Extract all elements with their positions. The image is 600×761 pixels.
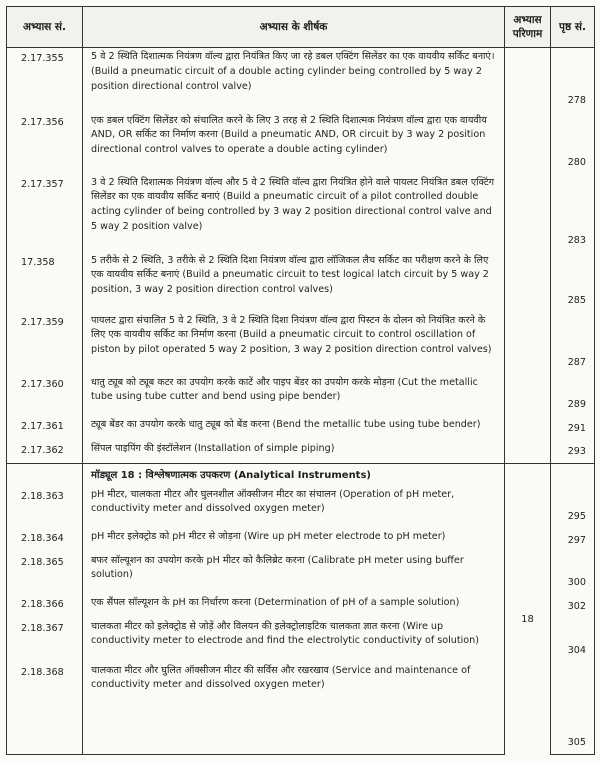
page-number: 283 xyxy=(551,174,595,252)
outcome-cell xyxy=(505,464,551,486)
exercise-title: चालकता मीटर और घुलित ऑक्सीजन मीटर की सर्विस और रखरखाव (Service and maintenance of conductivity meter and dissolved oxygen meter) xyxy=(83,662,505,755)
exercise-title: पायलट द्वारा संचालित 5 वे 2 स्थिति, 3 वे 2 स्थिति दिशा नियंत्रण वॉल्व द्वारा पिस्टन के दोलन को नियंत्रित करने के लिए एक वायवीय सर्किट का निर्माण करना (Build a pneumatic circuit to control oscillation of piston by pilot operated 5 way 2 position, 3 way 2 position direction control valves) xyxy=(83,312,505,374)
table-row xyxy=(7,440,595,464)
exercise-title: धातु ट्यूब को ट्यूब कटर का उपयोग करके काटें और पाइप बेंडर का उपयोग करके मोड़ना (Cut the metallic tube using tube cutter and bend using pipe bender) xyxy=(83,374,505,416)
header-outcome: अभ्यास परिणाम xyxy=(505,7,551,48)
exercise-title: चालकता मीटर को इलेक्ट्रोड से जोड़ें और विलयन की इलेक्ट्रोलाइटिक चालकता ज्ञात करना (Wire up conductivity meter to electrode and find the electrolytic conductivity of solution) xyxy=(83,618,505,662)
exercise-title: एक सैंपल सॉल्यूशन के pH का निर्धारण करना (Determination of pH of a sample solution) xyxy=(83,594,505,618)
page-number: 291 xyxy=(551,416,595,440)
outcome-cell xyxy=(505,312,551,374)
header-exercise-title: अभ्यास के शीर्षक xyxy=(83,7,505,48)
exercise-number: 2.18.366 xyxy=(7,594,83,618)
exercise-number: 2.17.355 xyxy=(7,48,83,112)
page-number: 297 xyxy=(551,528,595,552)
exercise-index-table xyxy=(6,6,595,755)
exercise-title: 5 तरीके से 2 स्थिति, 3 तरीके से 2 स्थिति दिशा नियंत्रण वॉल्व द्वारा लॉजिकल लैच सर्किट का परीक्षण करने के लिए एक वायवीय सर्किट बनाएं (Build a pneumatic circuit to test logical latch circuit by 5 way 2 position, 3 way 2 position direction control valves) xyxy=(83,252,505,312)
table-row xyxy=(7,112,595,174)
exercise-title: pH मीटर इलेक्ट्रोड को pH मीटर से जोड़ना (Wire up pH meter electrode to pH meter) xyxy=(83,528,505,552)
header-page-no: पृष्ठ सं. xyxy=(551,7,595,48)
outcome-cell xyxy=(505,112,551,174)
exercise-number: 2.18.365 xyxy=(7,552,83,594)
exercise-number: 2.18.364 xyxy=(7,528,83,552)
exercise-title: pH मीटर, चालकता मीटर और घुलनशील ऑक्सीजन मीटर का संचालन (Operation of pH meter, conductivity meter and dissolved oxygen meter) xyxy=(83,486,505,528)
exercise-number: 2.17.356 xyxy=(7,112,83,174)
module-heading: मॉड्यूल 18 : विश्लेषणात्मक उपकरण (Analytical Instruments) xyxy=(83,464,505,486)
page-number: 295 xyxy=(551,486,595,528)
table-row xyxy=(7,174,595,252)
empty-cell xyxy=(551,464,595,486)
empty-cell xyxy=(7,464,83,486)
page-number: 302 xyxy=(551,594,595,618)
table-row xyxy=(7,374,595,416)
outcome-cell xyxy=(505,252,551,312)
page-number: 289 xyxy=(551,374,595,416)
exercise-title: 3 वे 2 स्थिति दिशात्मक नियंत्रण वॉल्व और 5 वे 2 स्थिति वॉल्व द्वारा नियंत्रित होने वाले पायलट नियंत्रित डबल एक्टिंग सिलेंडर का एक वायवीय सर्किट बनाएं (Build a pneumatic circuit of a pilot controlled double acting cylinder of being controlled by 3 way 2 position directional control valve and 5 way 2 position valve) xyxy=(83,174,505,252)
module-heading-row xyxy=(7,464,595,486)
exercise-number: 2.17.357 xyxy=(7,174,83,252)
table-row xyxy=(7,48,595,112)
outcome-cell xyxy=(505,440,551,464)
outcome-cell xyxy=(505,48,551,112)
page-number: 293 xyxy=(551,440,595,464)
exercise-title: बफर सॉल्यूशन का उपयोग करके pH मीटर को कैलिब्रेट करना (Calibrate pH meter using buffer solution) xyxy=(83,552,505,594)
page-number: 278 xyxy=(551,48,595,112)
exercise-number: 2.17.361 xyxy=(7,416,83,440)
header-exercise-no: अभ्यास सं. xyxy=(7,7,83,48)
exercise-title: 5 वे 2 स्थिति दिशात्मक नियंत्रण वॉल्व द्वारा नियंत्रित किए जा रहे डबल एक्टिंग सिलेंडर का एक वायवीय सर्किट बनाएं। (Build a pneumatic circuit of a double acting cylinder being controlled by 5 way 2 position directional control valve) xyxy=(83,48,505,112)
outcome-cell xyxy=(505,416,551,440)
exercise-title: ट्यूब बेंडर का उपयोग करके धातु ट्यूब को बेंड करना (Bend the metallic tube using tube bender) xyxy=(83,416,505,440)
module-outcome: 18 xyxy=(505,486,551,755)
page-number: 305 xyxy=(551,662,595,755)
exercise-title: सिंपल पाइपिंग की इंस्टॉलेशन (Installation of simple piping) xyxy=(83,440,505,464)
table-row xyxy=(7,486,595,528)
exercise-number: 2.17.359 xyxy=(7,312,83,374)
exercise-number: 2.18.367 xyxy=(7,618,83,662)
table-row xyxy=(7,416,595,440)
table-row xyxy=(7,252,595,312)
outcome-cell xyxy=(505,174,551,252)
exercise-number: 17.358 xyxy=(7,252,83,312)
table-header-row xyxy=(7,7,595,48)
page-number: 280 xyxy=(551,112,595,174)
page-number: 285 xyxy=(551,252,595,312)
exercise-number: 2.18.368 xyxy=(7,662,83,755)
exercise-number: 2.17.362 xyxy=(7,440,83,464)
index-page xyxy=(6,6,594,755)
page-number: 300 xyxy=(551,552,595,594)
exercise-title: एक डबल एक्टिंग सिलेंडर को संचालित करने के लिए 3 तरह से 2 स्थिति दिशात्मक नियंत्रण वॉल्व द्वारा एक वायवीय AND, OR सर्किट का निर्माण करना (Build a pneumatic AND, OR circuit by 3 way 2 position directional control valves to operate a double acting cylinder) xyxy=(83,112,505,174)
page-number: 287 xyxy=(551,312,595,374)
exercise-number: 2.17.360 xyxy=(7,374,83,416)
page-number: 304 xyxy=(551,618,595,662)
exercise-number: 2.18.363 xyxy=(7,486,83,528)
outcome-cell xyxy=(505,374,551,416)
table-row xyxy=(7,312,595,374)
